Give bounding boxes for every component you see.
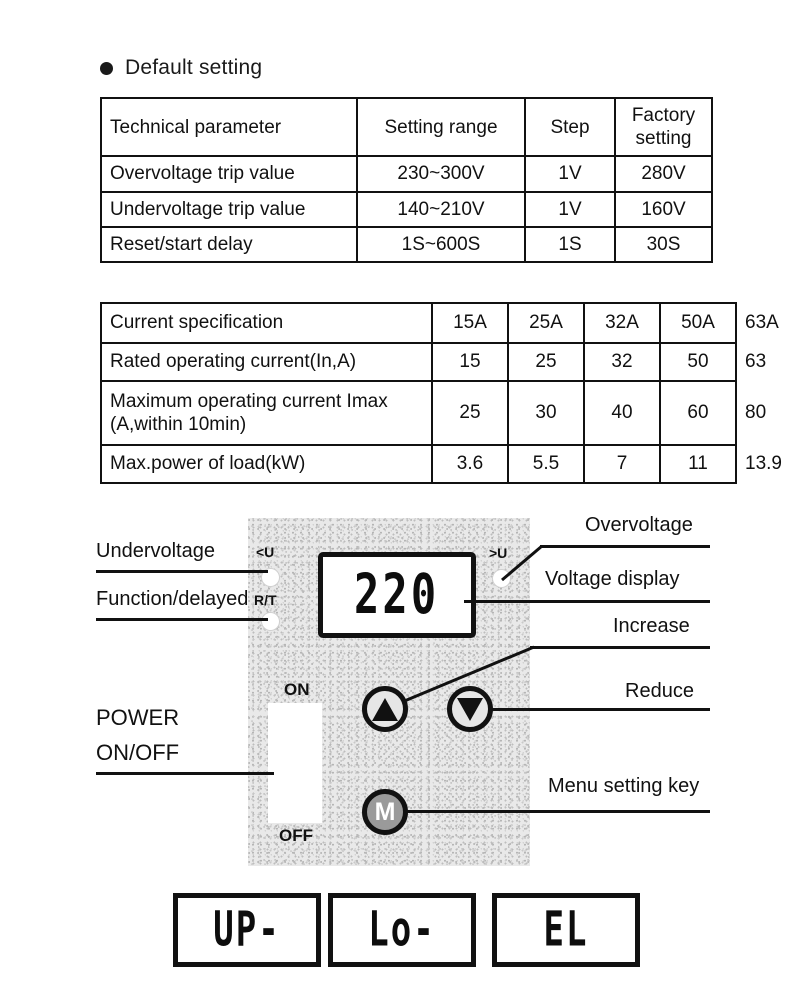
power-rocker-switch[interactable] — [268, 703, 322, 823]
table-row — [101, 227, 712, 262]
header-col-50a: 50A — [660, 303, 736, 343]
current-specification-table — [100, 302, 782, 484]
cell-range-reset-delay: 1S~600S — [357, 227, 525, 262]
leader-menu-setting-key — [406, 810, 710, 813]
default-setting-heading — [100, 56, 262, 80]
cell-step-reset-delay: 1S — [525, 227, 615, 262]
callout-menu-setting-key: Menu setting key — [548, 775, 700, 797]
undervoltage-led-tag: <U — [256, 544, 275, 560]
default-setting-table — [100, 97, 713, 263]
callout-undervoltage: Undervoltage — [96, 540, 215, 562]
table-row: Max.power of load(kW) 3.6 5.5 7 11 13.9 — [101, 445, 736, 483]
cell-step-overvoltage: 1V — [525, 156, 615, 191]
label-max-power-of-load: Max.power of load(kW) — [101, 445, 432, 483]
code-display-up-value: UP- — [213, 901, 281, 959]
label-max-current-line2: (A,within 10min) — [110, 414, 247, 435]
voltage-display-value: 220 — [354, 563, 440, 627]
cell-rated-50a: 50 — [660, 343, 736, 381]
cell-rated-15a: 15 — [432, 343, 508, 381]
callout-function-delayed: Function/delayed — [96, 588, 249, 610]
cell-power-25a: 5.5 — [508, 445, 584, 483]
cell-range-undervoltage: 140~210V — [357, 192, 525, 227]
table-row-header: Current specification 15A 25A 32A 50A 63A — [101, 303, 736, 343]
code-display-lo-value: Lo- — [368, 901, 436, 959]
header-step: Step — [525, 98, 615, 156]
leader-undervoltage — [96, 570, 268, 573]
leader-overvoltage — [540, 545, 710, 548]
function-delayed-led-tag: R/T — [254, 592, 277, 608]
cell-factory-reset-delay: 30S — [615, 227, 712, 262]
cell-power-32a: 7 — [584, 445, 660, 483]
triangle-up-icon — [372, 698, 398, 721]
table-row: Rated operating current(In,A) 15 25 32 50 63 — [101, 343, 736, 381]
label-maximum-operating-current — [101, 381, 432, 445]
header-setting-range: Setting range — [357, 98, 525, 156]
label-max-current-line1: Maximum operating current Imax — [110, 390, 388, 412]
device-diagram — [0, 500, 800, 880]
callout-overvoltage: Overvoltage — [585, 514, 693, 536]
code-display-el — [492, 893, 640, 967]
cell-param-overvoltage: Overvoltage trip value — [101, 156, 357, 191]
label-current-specification: Current specification — [101, 303, 432, 343]
cell-imax-25a: 30 — [508, 381, 584, 445]
cell-step-undervoltage: 1V — [525, 192, 615, 227]
cell-factory-overvoltage: 280V — [615, 156, 712, 191]
voltage-display — [318, 552, 476, 638]
header-col-32a: 32A — [584, 303, 660, 343]
code-display-up — [173, 893, 321, 967]
leader-reduce — [492, 708, 710, 711]
code-display-el-value: EL — [543, 901, 589, 959]
code-display-row — [0, 893, 800, 983]
table-row: Maximum operating current Imax (A,within 10min) 25 30 40 60 80 — [101, 381, 736, 445]
cell-param-reset-delay: Reset/start delay — [101, 227, 357, 262]
header-col-15a: 15A — [432, 303, 508, 343]
menu-m-glyph-icon: M — [374, 797, 396, 826]
header-col-25a: 25A — [508, 303, 584, 343]
leader-overvoltage-diagonal — [498, 542, 548, 584]
menu-setting-button[interactable] — [362, 789, 408, 835]
label-rated-operating-current: Rated operating current(In,A) — [101, 343, 432, 381]
switch-off-label: OFF — [279, 826, 313, 845]
cell-power-50a: 11 — [660, 445, 736, 483]
cell-rated-32a: 32 — [584, 343, 660, 381]
code-display-lo — [328, 893, 476, 967]
cell-rated-25a: 25 — [508, 343, 584, 381]
cell-power-15a: 3.6 — [432, 445, 508, 483]
function-delayed-led-icon — [262, 613, 279, 630]
callout-increase: Increase — [613, 615, 690, 637]
cell-imax-15a: 25 — [432, 381, 508, 445]
header-technical-parameter: Technical parameter — [101, 98, 357, 156]
callout-power-line1: POWER — [96, 705, 180, 730]
callout-power-line2: ON/OFF — [96, 740, 180, 765]
cell-param-undervoltage: Undervoltage trip value — [101, 192, 357, 227]
leader-increase-diagonal — [398, 644, 538, 706]
overvoltage-led-tag: >U — [489, 545, 508, 561]
callout-reduce: Reduce — [625, 680, 694, 702]
leader-function-delayed — [96, 618, 268, 621]
table-row — [101, 156, 712, 191]
leader-increase — [530, 646, 710, 649]
cell-imax-32a: 40 — [584, 381, 660, 445]
filled-circle-bullet-icon — [100, 62, 113, 75]
callout-voltage-display: Voltage display — [545, 568, 680, 590]
header-factory-setting: Factory setting — [615, 98, 712, 156]
section-heading-label: Default setting — [125, 56, 263, 79]
leader-voltage-display — [464, 600, 710, 603]
table-row-header — [101, 98, 712, 156]
leader-power-switch — [96, 772, 274, 775]
cell-factory-undervoltage: 160V — [615, 192, 712, 227]
table-row — [101, 192, 712, 227]
cell-imax-50a: 60 — [660, 381, 736, 445]
switch-on-label: ON — [284, 680, 310, 699]
cell-range-overvoltage: 230~300V — [357, 156, 525, 191]
